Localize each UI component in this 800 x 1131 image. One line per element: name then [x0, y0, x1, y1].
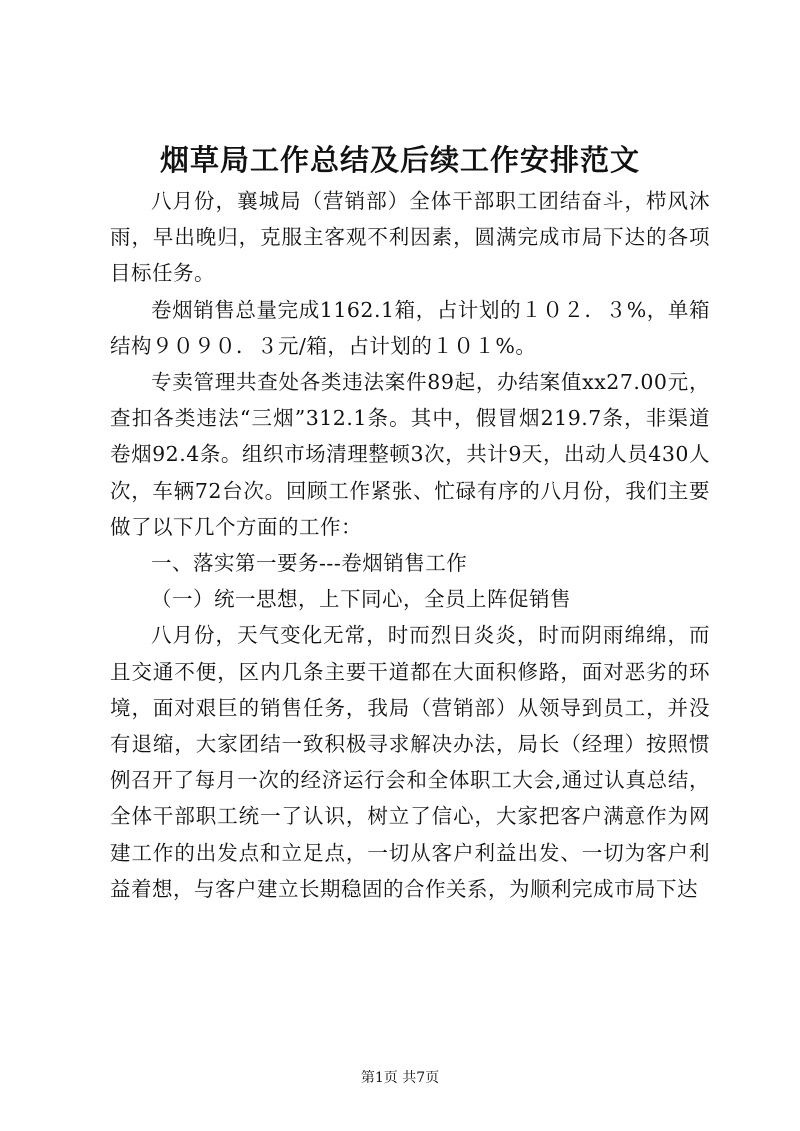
paragraph: 八月份，襄城局（营销部）全体干部职工团结奋斗，栉风沐雨，早出晚归，克服主客观不利因素，圆满完成市局下达的各项目标任务。: [110, 189, 710, 286]
subsection-heading: （一）统一思想，上下同心，全员上阵促销售: [151, 587, 571, 612]
page-number-footer: 第1页 共7页: [360, 1070, 440, 1086]
document-body: [110, 183, 710, 907]
paragraph: 卷烟销售总量完成1162.1箱，占计划的１０２．３%，单箱结构９０９０．３元/箱，占计划的１０１%。: [110, 297, 710, 358]
paragraph: 专卖管理共查处各类违法案件89起，办结案值xx27.00元，查扣各类违法“三烟”312.1条。其中，假冒烟219.7条，非渠道卷烟92.4条。组织市场清理整顿3次，共计9天，出动人员430人次，车辆72台次。回顾工作紧张、忙碌有序的八月份，我们主要做了以下几个方面的工作：: [110, 370, 710, 539]
paragraph: 八月份，天气变化无常，时而烈日炎炎，时而阴雨绵绵，而且交通不便，区内几条主要干道都在大面积修路，面对恶劣的环境，面对艰巨的销售任务，我局（营销部）从领导到员工，并没有退缩，大家团结一致积极寻求解决办法，局长（经理）按照惯例召开了每月一次的经济运行会和全体职工大会,通过认真总结，全体干部职工统一了认识，树立了信心，大家把客户满意作为网建工作的出发点和立足点，一切从客户利益出发、一切为客户利益着想，与客户建立长期稳固的合作关系，为顺利完成市局下达: [110, 623, 710, 901]
document-title: 烟草局工作总结及后续工作安排范文: [159, 143, 640, 177]
section-heading: 一、落实第一要务---卷烟销售工作: [151, 551, 468, 576]
